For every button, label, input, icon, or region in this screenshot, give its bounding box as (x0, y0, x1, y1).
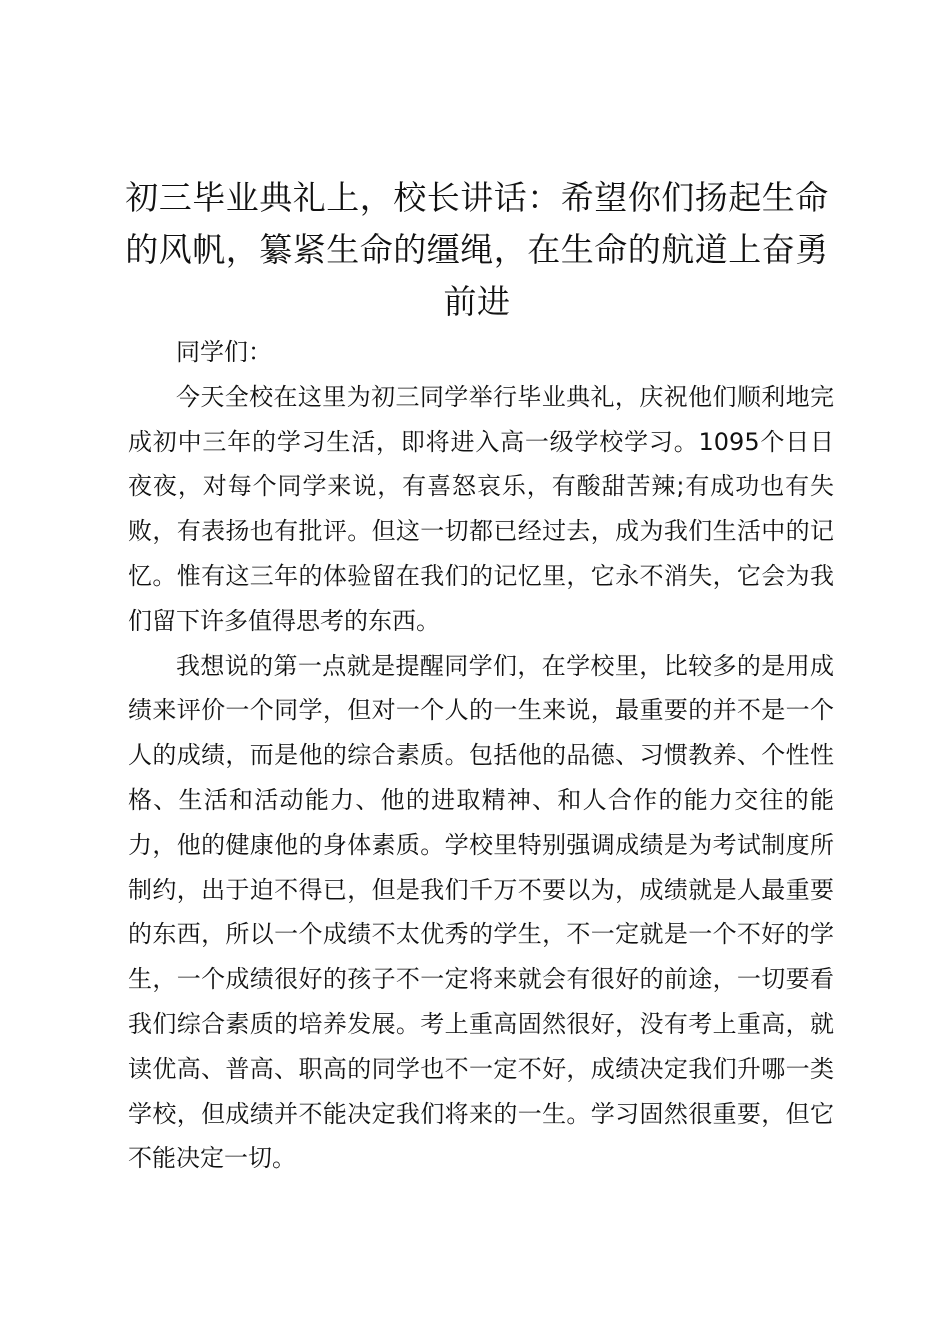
greeting: 同学们： (176, 338, 272, 366)
paragraph-1: 今天全校在这里为初三同学举行毕业典礼，庆祝他们顺利地完成初中三年的学习生活，即将进入高一级学校学习。1095个日日夜夜，对每个同学来说，有喜怒哀乐，有酸甜苦辣;有成功也有失败，有表扬也有批评。但这一切都已经过去，成为我们生活中的记忆。惟有这三年的体验留在我们的记忆里，它永不消失，它会为我们留下许多值得思考的东西。 (128, 382, 834, 635)
document-title: 初三毕业典礼上，校长讲话：希望你们扬起生命的风帆，纂紧生命的缰绳，在生命的航道上奋勇前进 (125, 178, 829, 321)
paragraph-2: 我想说的第一点就是提醒同学们，在学校里，比较多的是用成绩来评价一个同学，但对一个人的一生来说，最重要的并不是一个人的成绩，而是他的综合素质。包括他的品德、习惯教养、个性性格、生活和活动能力、他的进取精神、和人合作的能力交往的能力，他的健康他的身体素质。学校里特别强调成绩是为考试制度所制约，出于迫不得已，但是我们千万不要以为，成绩就是人最重要的东西，所以一个成绩不太优秀的学生，不一定就是一个不好的学生，一个成绩很好的孩子不一定将来就会有很好的前途，一切要看我们综合素质的培养发展。考上重高固然很好，没有考上重高，就读优高、普高、职高的同学也不一定不好，成绩决定我们升哪一类学校，但成绩并不能决定我们将来的一生。学习固然很重要，但它不能决定一切。 (128, 651, 834, 1173)
document-body (128, 330, 834, 1181)
